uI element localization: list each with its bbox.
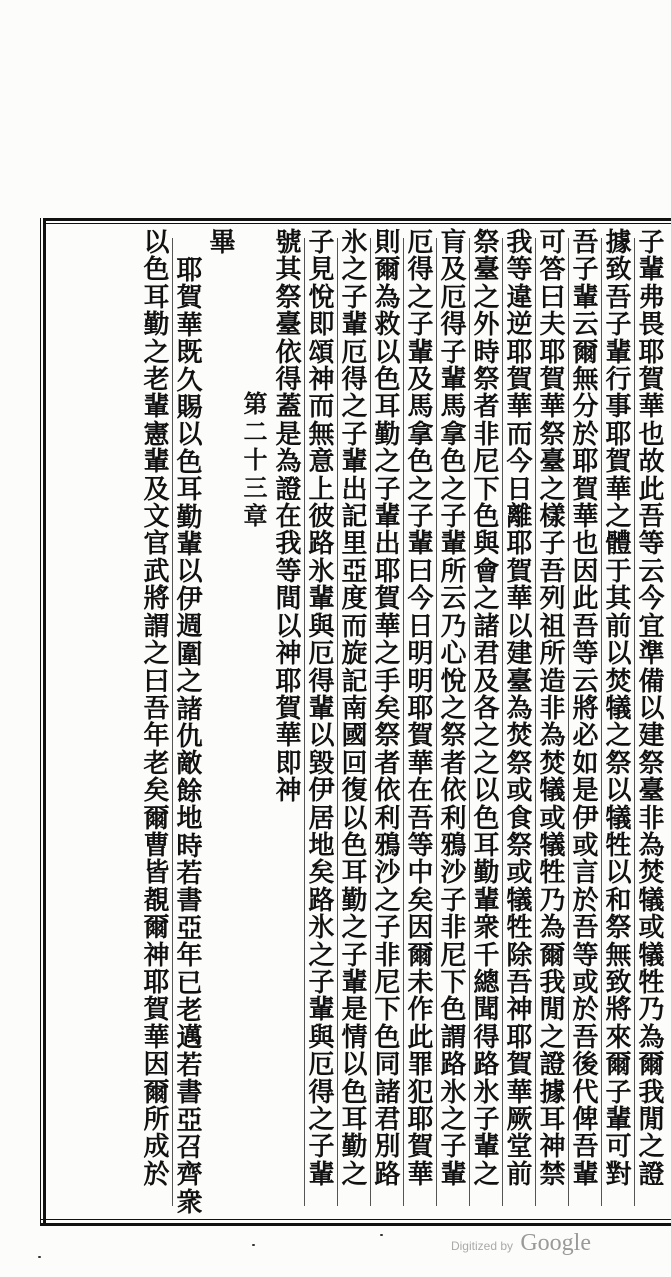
- ink-speck: [38, 1256, 41, 1258]
- text-column: [604, 230, 633, 1214]
- watermark: [451, 1230, 591, 1257]
- text-column: [538, 230, 567, 1214]
- text-column: [637, 230, 666, 1214]
- column-text: 則爾為救以色耳勤之子輩出耶賀華之手矣祭者依利鴉沙之子非尼下色同諸君別路: [374, 228, 401, 1190]
- text-column: [208, 230, 237, 1214]
- column-text: 以色耳勤之老輩憲輩及文官武將謂之曰吾年老矣爾曹皆覩爾神耶賀華因爾所成於: [143, 228, 170, 1190]
- frame-left-border: [40, 218, 46, 1226]
- column-text: 肓及厄得子輩馬拿色之子輩所云乃心悅之祭者依利鴉沙子非尼下色謂路氷之子輩: [440, 228, 467, 1190]
- column-end-mark: 畢: [209, 228, 236, 258]
- chapter-heading: 第二十三章: [243, 389, 268, 530]
- text-column: [505, 230, 534, 1214]
- watermark-brand: Google: [520, 1230, 591, 1256]
- column-text: 祭臺之外時祭者非尼下色與會之諸君及各之之以色耳勤輩衆千總聞得路氷子輩之: [473, 228, 500, 1190]
- text-column: [406, 230, 435, 1214]
- ink-speck: [252, 1244, 255, 1246]
- vertical-text-area: [50, 228, 668, 1218]
- column-text: 氷之子輩厄得之子輩出記里亞度而旋記南國回復以色耳勤之子輩是情以色耳勤之: [341, 228, 368, 1190]
- chapter-heading-column: [241, 230, 270, 1214]
- text-column: [274, 230, 303, 1214]
- frame-top-border: [46, 218, 671, 224]
- column-text: 子見悅即頌神而無意上彼路氷輩與厄得輩以毀伊居地矣路氷之子輩與厄得之子輩: [308, 228, 335, 1190]
- column-text: 子輩弗畏耶賀華也故此吾等云今宜準備以建祭臺非為焚犠或犠牲乃為爾我閒之證: [638, 228, 665, 1190]
- column-text: 可答曰夫耶賀華祭臺之樣子吾列祖所造非為焚犠或犠牲乃為爾我閒之證據耳神禁: [539, 228, 566, 1190]
- column-text: 耶賀華既久賜以色耳勤輩以伊週圍之諸仇敵餘地時若書亞年已老邁若書亞召齊衆: [176, 256, 203, 1218]
- column-text: 我等違逆耶賀華而今日離耶賀華以建臺為焚祭或食祭或犠牲除吾神耶賀華厥堂前: [506, 228, 533, 1190]
- watermark-prefix: Digitized by: [450, 1239, 513, 1253]
- column-text: 據致吾子輩行事耶賀華之體于其前以焚犠之祭以犠牲以和祭無致將來爾子輩可對: [605, 228, 632, 1190]
- text-column: [373, 230, 402, 1214]
- text-column: [472, 230, 501, 1214]
- text-column: [439, 230, 468, 1214]
- text-column: [307, 230, 336, 1214]
- column-text: 號其祭臺依得蓋是為證在我等間以神耶賀華即神: [275, 228, 302, 807]
- ink-speck: [380, 1234, 383, 1236]
- column-text: 厄得之子輩及馬拿色之子輩曰今日明明耶賀華在吾等中矣因爾未作此罪犯耶賀華: [407, 228, 434, 1190]
- frame-bottom-border: [40, 1219, 671, 1226]
- text-column: [175, 230, 204, 1218]
- text-frame: [40, 218, 668, 1226]
- text-column: [142, 230, 171, 1214]
- text-column: [571, 230, 600, 1214]
- column-text: 吾子輩云爾無分於耶賀華也因此吾等云將必如是伊或言於吾等或於吾後代俾吾輩: [572, 228, 599, 1190]
- text-column: [340, 230, 369, 1214]
